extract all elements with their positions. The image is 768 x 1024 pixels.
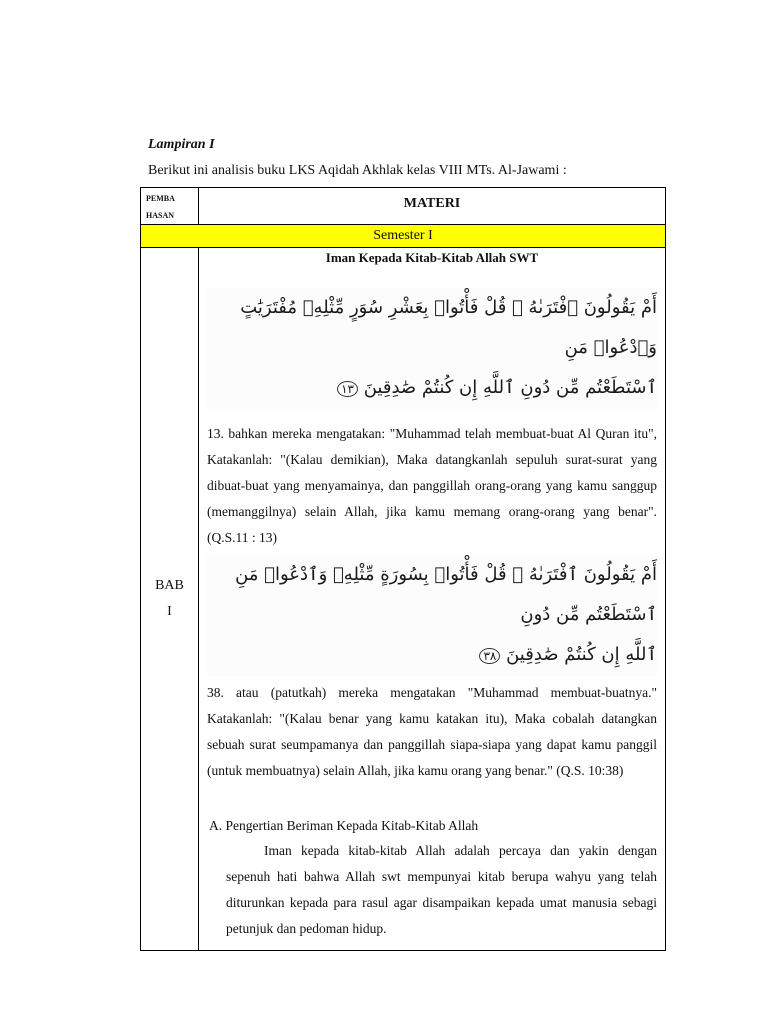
verse2-number-mark: ٣٨ (479, 648, 500, 664)
intro-text: Berikut ini analisis buku LKS Aqidah Akhlak kelas VIII MTs. Al-Jawami : (148, 163, 567, 178)
verse2-arabic-line1: أَمْ يَقُولُونَ ٱفْتَرَىٰهُ ۖ قُلْ فَأْتُوا۟ بِسُورَةٍ مِّثْلِهِۦ وَٱدْعُوا۟ مَنِ ٱسْتَطَعْتُم مِّن دُونِ (235, 564, 657, 625)
verse2-arabic-line2 (207, 635, 657, 676)
verse1-translation: 13. bahkan mereka mengatakan: "Muhammad telah membuat-buat Al Quran itu", Katakanlah: "(Kalau demikian), Maka datangkanlah sepuluh surat-surat yang dibuat-buat yang menyamainya, dan panggillah orang-orang yang kamu sanggup (memanggilnya) selain Allah, jika kamu memang orang-orang yang benar". (Q.S.11 : 13) (207, 426, 657, 545)
header-pembahasan (141, 188, 199, 225)
verse1-arabic-line2-text: ٱسْتَطَعْتُم مِّن دُونِ ٱللَّهِ إِن كُنتُمْ صَٰدِقِينَ (363, 377, 657, 398)
verse2-arabic-line2-text: ٱللَّهِ إِن كُنتُمْ صَٰدِقِينَ (506, 644, 657, 665)
verse1-arabic-line1: أَمْ يَقُولُونَ ٱفْتَرَىٰهُ ۖ قُلْ فَأْتُوا۟ بِعَشْرِ سُوَرٍ مِّثْلِهِۦ مُفْتَرَيَٰتٍ وَٱدْعُوا۟ مَنِ (240, 297, 657, 358)
header-pembahasan-line2: HASAN (146, 211, 175, 220)
verse1-arabic-line2 (207, 368, 657, 409)
bab-cell (141, 248, 199, 951)
header-materi: MATERI (199, 188, 666, 225)
bab-row (141, 248, 666, 951)
table-header-row (141, 188, 666, 225)
bab-label: BAB (155, 578, 184, 593)
verse2-translation: 38. atau (patutkah) mereka mengatakan "Muhammad membuat-buatnya." Katakanlah: "(Kalau benar yang kamu katakan itu), Maka cobalah datangkan sebuah surat seumpamanya dan panggillah siapa-siapa yang dapat kamu panggil (untuk membuatnya) selain Allah, jika kamu orang yang benar." (Q.S. 10:38) (207, 685, 657, 778)
verse1-arabic (207, 288, 657, 409)
verse1-number-mark: ١٣ (337, 381, 358, 397)
header-pembahasan-line1: PEMBA (146, 194, 175, 203)
appendix-heading: Lampiran I (148, 137, 215, 152)
verse2-arabic (207, 555, 657, 676)
semester-label: Semester I (141, 225, 666, 248)
analysis-table (140, 187, 666, 951)
bab-number: I (167, 604, 172, 619)
content-cell (199, 248, 666, 951)
section-a-title: A. Pengertian Beriman Kepada Kitab-Kitab Allah (209, 818, 479, 833)
section-a-body: Iman kepada kitab-kitab Allah adalah percaya dan yakin dengan sepenuh hati bahwa Allah swt mempunyai kitab berupa wahyu yang telah diturunkan kepada para rasul agar disampaikan kepada umat manusia sebagi petunjuk dan pedoman hidup. (226, 843, 657, 936)
semester-row (141, 225, 666, 248)
chapter-title: Iman Kepada Kitab-Kitab Allah SWT (325, 250, 539, 265)
